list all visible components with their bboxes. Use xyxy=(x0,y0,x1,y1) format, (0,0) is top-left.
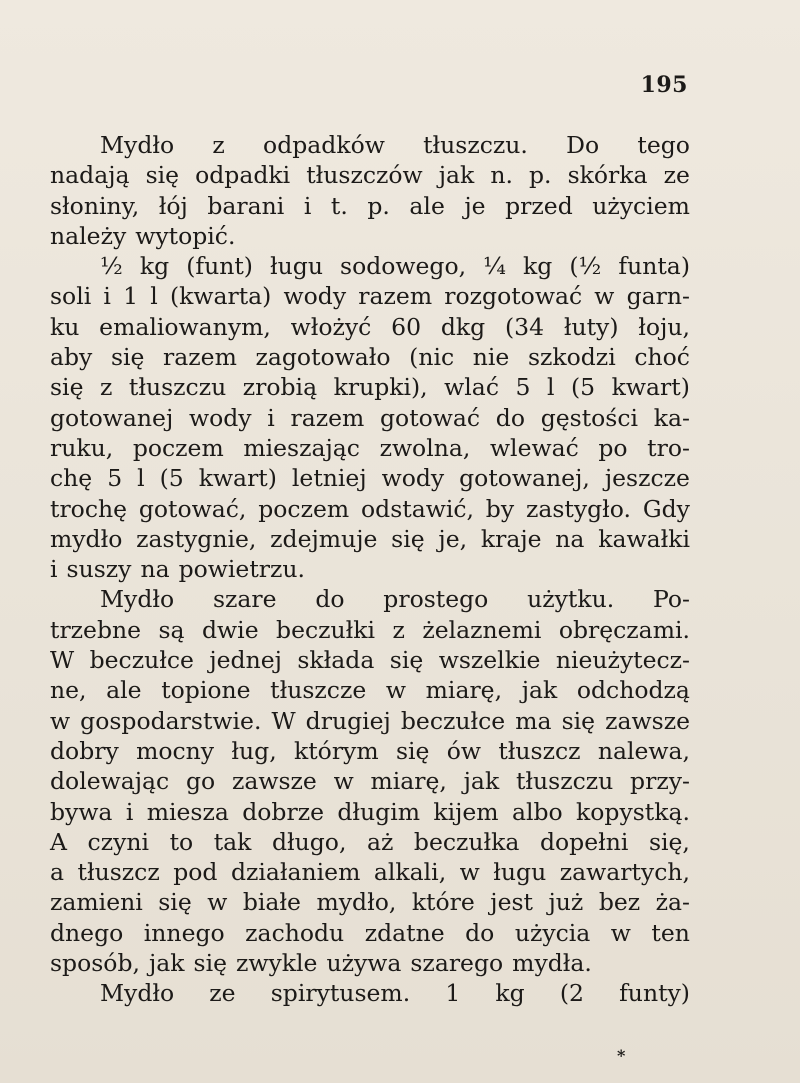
text-line: słoniny, łój barani i t. p. ale je przed użyciem xyxy=(50,191,690,220)
text-line: ruku, poczem mieszając zwolna, wlewać po tro- xyxy=(50,433,690,462)
text-line: należy wytopić. xyxy=(50,221,236,250)
text-line: ne, ale topione tłuszcze w miarę, jak odchodzą xyxy=(50,676,690,705)
text-line: W beczułce jednej składa się wszelkie nieużytecz- xyxy=(50,646,690,675)
text-line: w gospodarstwie. W drugiej beczułce ma się zawsze xyxy=(50,706,690,735)
text-line: dobry mocny ług, którym się ów tłuszcz nalewa, xyxy=(50,736,690,765)
text-line: dnego innego zachodu zdatne do użycia w ten xyxy=(50,918,690,947)
text-line: zamieni się w białe mydło, które jest już bez ża- xyxy=(50,888,690,917)
text-line: Mydło szare do prostego użytku. Po- xyxy=(100,585,690,614)
text-line: Mydło z odpadków tłuszczu. Do tego xyxy=(100,131,690,159)
text-line: mydło zastygnie, zdejmuje się je, kraje na kawałki xyxy=(50,524,690,553)
text-line: i suszy na powietrzu. xyxy=(50,555,306,584)
text-line: soli i 1 l (kwarta) wody razem rozgotować w garn- xyxy=(50,282,690,311)
text-line: aby się razem zagotowało (nic nie szkodzi choć xyxy=(50,343,690,372)
text-line: Mydło ze spirytusem. 1 kg (2 funty) xyxy=(100,979,690,1008)
text-line: chę 5 l (5 kwart) letniej wody gotowanej, jeszcze xyxy=(50,464,690,493)
page-number: 195 xyxy=(640,72,688,98)
text-line: ½ kg (funt) ługu sodowego, ¼ kg (½ funta) xyxy=(100,252,690,281)
text-line: gotowanej wody i razem gotować do gęstości ka- xyxy=(50,403,690,432)
text-line: dolewając go zawsze w miarę, jak tłuszczu przy- xyxy=(50,767,690,796)
text-line: trzebne są dwie beczułki z żelaznemi obręczami. xyxy=(50,615,690,644)
text-line: się z tłuszczu zrobią krupki), wlać 5 l (5 kwart) xyxy=(50,373,690,402)
footer-mark: * xyxy=(617,1046,626,1065)
text-line: A czyni to tak długo, aż beczułka dopełni się, xyxy=(50,827,690,856)
text-line: ku emaliowanym, włożyć 60 dkg (34 łuty) łoju, xyxy=(50,312,690,341)
text-line: trochę gotować, poczem odstawić, by zastygło. Gdy xyxy=(50,494,690,523)
text-line: sposób, jak się zwykle używa szarego mydła. xyxy=(50,949,592,978)
body-text xyxy=(50,130,690,1009)
text-line: nadają się odpadki tłuszczów jak n. p. skórka ze xyxy=(50,161,690,190)
text-line: bywa i miesza dobrze długim kijem albo kopystką. xyxy=(50,797,690,826)
text-line: a tłuszcz pod działaniem alkali, w ługu zawartych, xyxy=(50,858,690,887)
